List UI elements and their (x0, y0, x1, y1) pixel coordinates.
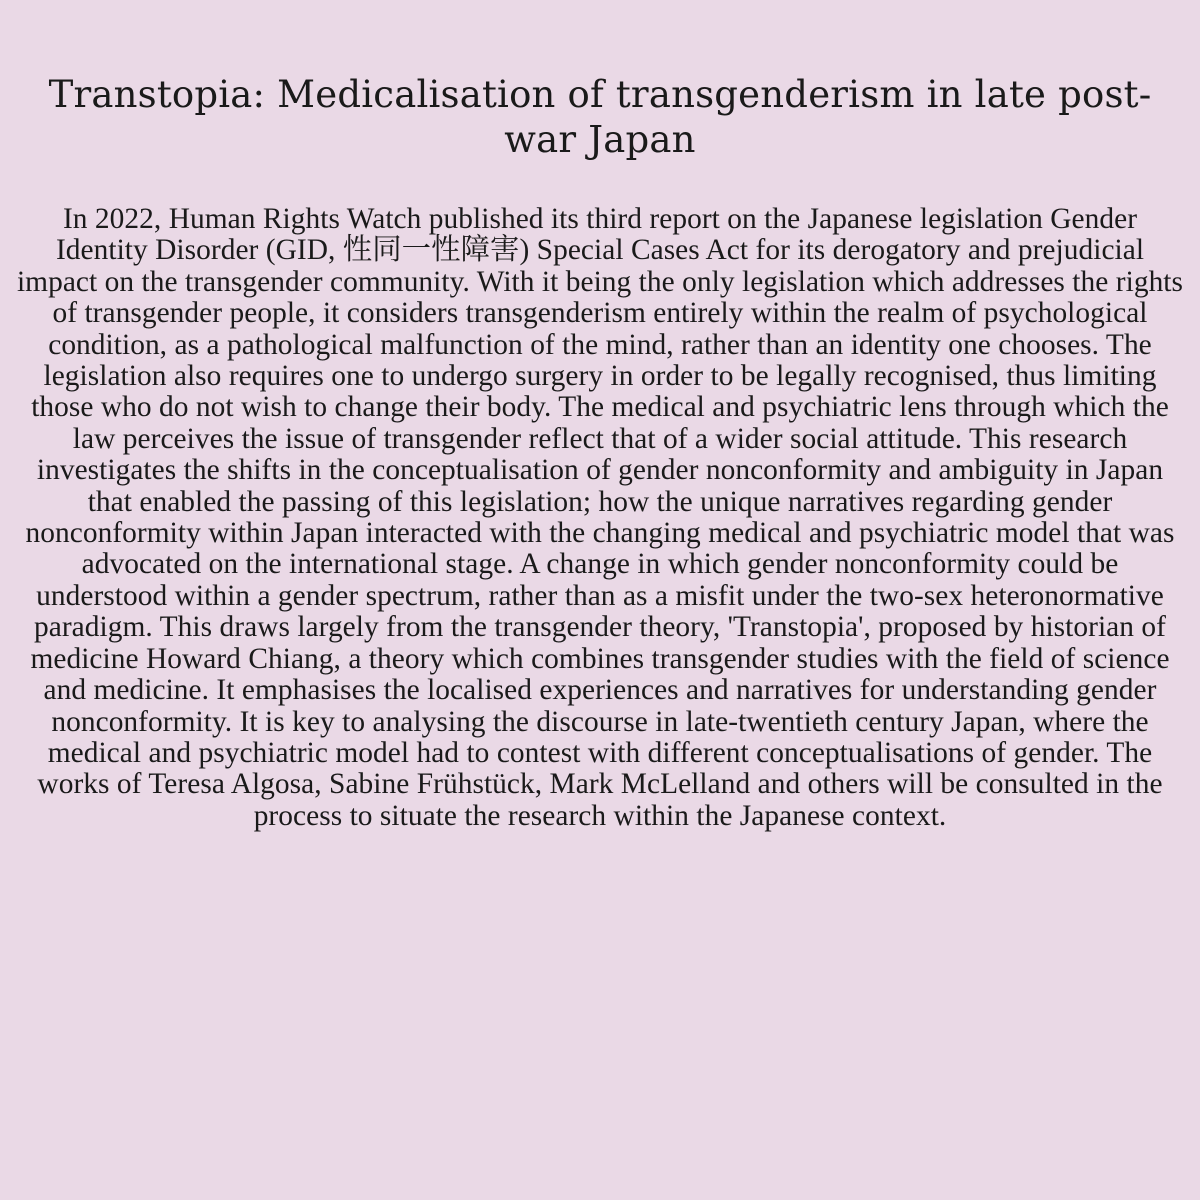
abstract-paragraph: In 2022, Human Rights Watch published its third report on the Japanese legislation Gender Identity Disorder (GID, 性同一性障害) Special Cases Act for its derogatory and prejudicial impact on the transgender community. With it being the only legislation which addresses the rights of transgender people, it considers transgenderism entirely within the realm of psychological condition, as a pathological malfunction of the mind, rather than an identity one chooses. The legislation also requires one to undergo surgery in order to be legally recognised, thus limiting those who do not wish to change their body. The medical and psychiatric lens through which the law perceives the issue of transgender reflect that of a wider social attitude. This research investigates the shifts in the conceptualisation of gender nonconformity and ambiguity in Japan that enabled the passing of this legislation; how the unique narratives regarding gender nonconformity within Japan interacted with the changing medical and psychiatric model that was advocated on the international stage. A change in which gender nonconformity could be understood within a gender spectrum, rather than as a misfit under the two-sex heteronormative paradigm. This draws largely from the transgender theory, 'Transtopia', proposed by historian of medicine Howard Chiang, a theory which combines transgender studies with the field of science and medicine. It emphasises the localised experiences and narratives for understanding gender nonconformity. It is key to analysing the discourse in late-twentieth century Japan, where the medical and psychiatric model had to contest with different conceptualisations of gender. The works of Teresa Algosa, Sabine Frühstück, Mark McLelland and others will be consulted in the process to situate the research within the Japanese context. (16, 203, 1184, 832)
page-title: Transtopia: Medicalisation of transgenderism in late post-war Japan (48, 73, 1152, 161)
